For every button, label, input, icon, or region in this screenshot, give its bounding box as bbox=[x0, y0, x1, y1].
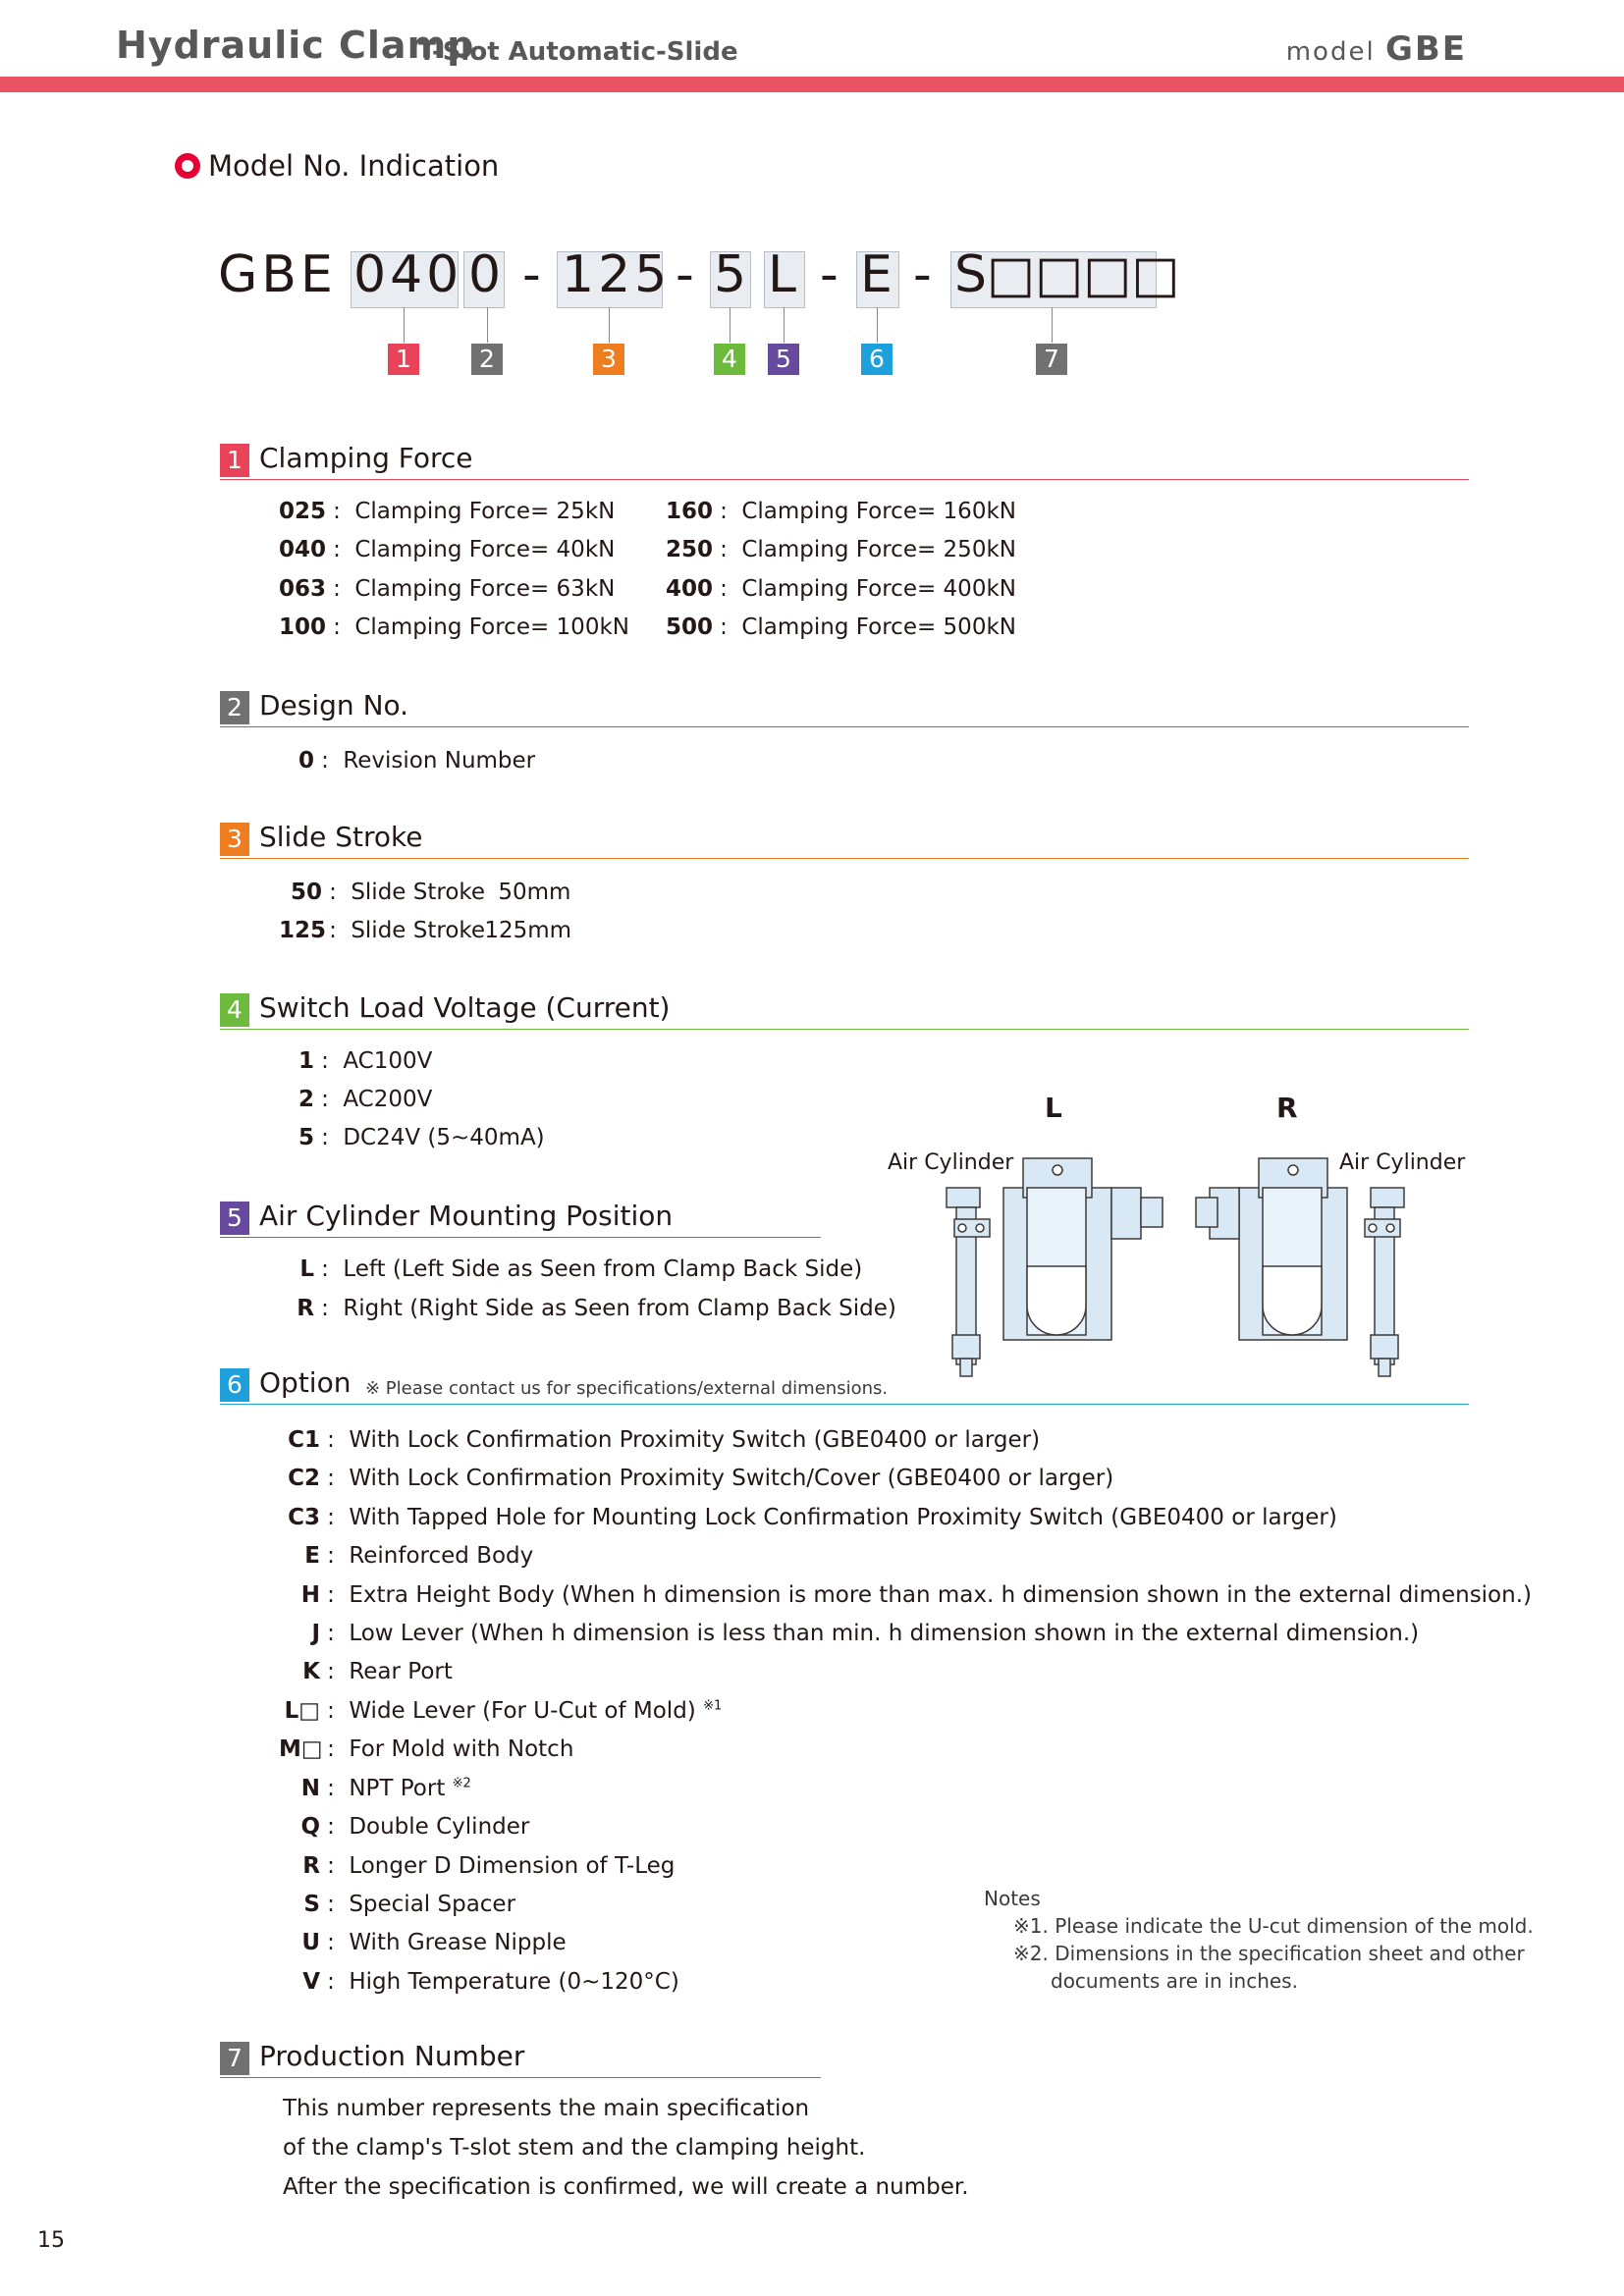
list-item: S : Special Spacer bbox=[303, 1892, 516, 1917]
model-prefix-code: GBE bbox=[218, 245, 337, 304]
section-rule bbox=[220, 1404, 1469, 1405]
model-name: GBE bbox=[1384, 29, 1467, 69]
model-indication-title: Model No. Indication bbox=[208, 149, 500, 183]
section-title: Switch Load Voltage (Current) bbox=[259, 991, 671, 1024]
code-index-6: 6 bbox=[861, 344, 893, 375]
section-switch-load-voltage bbox=[220, 993, 1469, 1027]
code-part-2: 0 bbox=[468, 245, 506, 304]
connector-line bbox=[1052, 307, 1053, 343]
list-item: 100 : Clamping Force= 100kN bbox=[279, 614, 629, 640]
note-2: ※2. Dimensions in the specification sheet and other bbox=[1013, 1942, 1525, 1965]
section-rule bbox=[220, 1029, 1469, 1030]
section-number: 7 bbox=[220, 2042, 249, 2075]
list-item: J : Low Lever (When h dimension is less than min. h dimension shown in the external dimension.) bbox=[311, 1621, 1420, 1646]
page-header-model bbox=[1286, 29, 1467, 69]
paragraph-line: of the clamp's T-slot stem and the clamping height. bbox=[283, 2135, 866, 2161]
list-item: 025 : Clamping Force= 25kN bbox=[279, 499, 616, 524]
section-title: Air Cylinder Mounting Position bbox=[259, 1200, 674, 1232]
section-number: 6 bbox=[220, 1368, 249, 1402]
list-item: 500 : Clamping Force= 500kN bbox=[666, 614, 1016, 640]
note-2-cont: documents are in inches. bbox=[1051, 1969, 1298, 1993]
code-part-5: L bbox=[768, 245, 800, 304]
connector-line bbox=[609, 307, 610, 343]
code-index-3: 3 bbox=[593, 344, 624, 375]
clamp-diagram-illustration bbox=[933, 1148, 1466, 1389]
list-item: C3 : With Tapped Hole for Mounting Lock Confirmation Proximity Switch (GBE0400 or larger) bbox=[288, 1505, 1337, 1530]
header-bar bbox=[0, 77, 1624, 92]
code-part-3: 125 bbox=[562, 245, 672, 304]
list-item: 1 : AC100V bbox=[298, 1048, 433, 1074]
section-rule bbox=[220, 858, 1469, 859]
page-header-subtitle: T-Slot Automatic-Slide bbox=[418, 37, 738, 67]
list-item: 250 : Clamping Force= 250kN bbox=[666, 537, 1016, 562]
section-rule bbox=[220, 1237, 821, 1238]
paragraph-line: This number represents the main specification bbox=[283, 2096, 810, 2121]
code-part-4: 5 bbox=[714, 245, 751, 304]
page-header-title: Hydraulic Clamp bbox=[116, 24, 475, 67]
section-title: Slide Stroke bbox=[259, 821, 423, 853]
code-part-6: E bbox=[860, 245, 896, 304]
page-number: 15 bbox=[37, 2228, 65, 2253]
code-index-7: 7 bbox=[1036, 344, 1067, 375]
list-item: V : High Temperature (0~120°C) bbox=[302, 1969, 679, 1995]
list-item: N : NPT Port $^{※2}$ bbox=[300, 1776, 471, 1801]
list-item: H : Extra Height Body (When h dimension is more than max. h dimension shown in the external dimension.) bbox=[300, 1582, 1532, 1608]
code-index-4: 4 bbox=[714, 344, 745, 375]
code-dash: - bbox=[522, 245, 545, 304]
section-rule bbox=[220, 479, 1469, 480]
list-item: L□ : Wide Lever (For U-Cut of Mold) $^{※1}$ bbox=[284, 1698, 723, 1724]
section-number: 1 bbox=[220, 444, 249, 477]
list-item: E : Reinforced Body bbox=[304, 1543, 534, 1569]
connector-line bbox=[877, 307, 878, 343]
section-number: 5 bbox=[220, 1201, 249, 1235]
figure-label-left: L bbox=[1045, 1092, 1062, 1124]
section-title: Option bbox=[259, 1366, 352, 1399]
section-rule bbox=[220, 726, 1469, 727]
code-index-5: 5 bbox=[768, 344, 799, 375]
list-item: 0 : Revision Number bbox=[298, 748, 536, 774]
list-item: 160 : Clamping Force= 160kN bbox=[666, 499, 1016, 524]
paragraph-line: After the specification is confirmed, we will create a number. bbox=[283, 2174, 969, 2200]
code-index-1: 1 bbox=[388, 344, 419, 375]
list-item: 2 : AC200V bbox=[298, 1087, 433, 1112]
section-title: Clamping Force bbox=[259, 442, 473, 474]
list-item: R : Longer D Dimension of T-Leg bbox=[302, 1853, 676, 1879]
list-item: L : Left (Left Side as Seen from Clamp Back Side) bbox=[299, 1256, 863, 1282]
section-title: Design No. bbox=[259, 689, 409, 721]
section-title: Production Number bbox=[259, 2040, 525, 2072]
list-item: 5 : DC24V (5~40mA) bbox=[298, 1125, 545, 1150]
section-rule bbox=[220, 2077, 821, 2078]
section-number: 4 bbox=[220, 993, 249, 1027]
figure-label-right: R bbox=[1276, 1092, 1298, 1124]
list-item: M□ : For Mold with Notch bbox=[279, 1736, 574, 1762]
model-indication-heading bbox=[175, 149, 499, 183]
list-item: C1 : With Lock Confirmation Proximity Switch (GBE0400 or larger) bbox=[288, 1427, 1041, 1453]
section-slide-stroke bbox=[220, 823, 1469, 856]
section-design-no bbox=[220, 691, 1469, 724]
figure-air-cylinder-label: Air Cylinder bbox=[1339, 1150, 1466, 1175]
connector-line bbox=[404, 307, 405, 343]
list-item: 50 : Slide Stroke 50mm bbox=[290, 880, 571, 905]
section-number: 3 bbox=[220, 823, 249, 856]
notes-title: Notes bbox=[984, 1887, 1041, 1910]
section-production-number bbox=[220, 2042, 821, 2075]
code-index-2: 2 bbox=[471, 344, 503, 375]
connector-line bbox=[487, 307, 488, 343]
note-1: ※1. Please indicate the U-cut dimension of the mold. bbox=[1013, 1914, 1534, 1938]
list-item: K : Rear Port bbox=[302, 1659, 453, 1684]
list-item: 040 : Clamping Force= 40kN bbox=[279, 537, 616, 562]
list-item: 063 : Clamping Force= 63kN bbox=[279, 576, 616, 602]
list-item: C2 : With Lock Confirmation Proximity Switch/Cover (GBE0400 or larger) bbox=[288, 1466, 1114, 1491]
code-dash: - bbox=[913, 245, 936, 304]
code-part-7: S□□□□ bbox=[954, 245, 1180, 304]
section-air-cylinder-mounting bbox=[220, 1201, 821, 1235]
code-dash: - bbox=[676, 245, 698, 304]
code-part-1: 040 bbox=[353, 245, 463, 304]
option-note: ※ Please contact us for specifications/external dimensions. bbox=[365, 1378, 889, 1399]
production-number-text bbox=[283, 2089, 969, 2207]
list-item: 400 : Clamping Force= 400kN bbox=[666, 576, 1016, 602]
model-prefix: model bbox=[1285, 37, 1376, 67]
section-number: 2 bbox=[220, 691, 249, 724]
list-item: 125 : Slide Stroke125mm bbox=[279, 918, 572, 943]
connector-line bbox=[784, 307, 785, 343]
list-item: Q : Double Cylinder bbox=[300, 1814, 530, 1840]
code-dash: - bbox=[820, 245, 842, 304]
figure-air-cylinder-label: Air Cylinder bbox=[888, 1150, 1014, 1175]
list-item: U : With Grease Nipple bbox=[301, 1930, 567, 1955]
connector-line bbox=[730, 307, 731, 343]
list-item: R : Right (Right Side as Seen from Clamp Back Side) bbox=[297, 1296, 896, 1321]
section-clamping-force bbox=[220, 444, 1469, 477]
bullet-icon bbox=[175, 153, 200, 179]
